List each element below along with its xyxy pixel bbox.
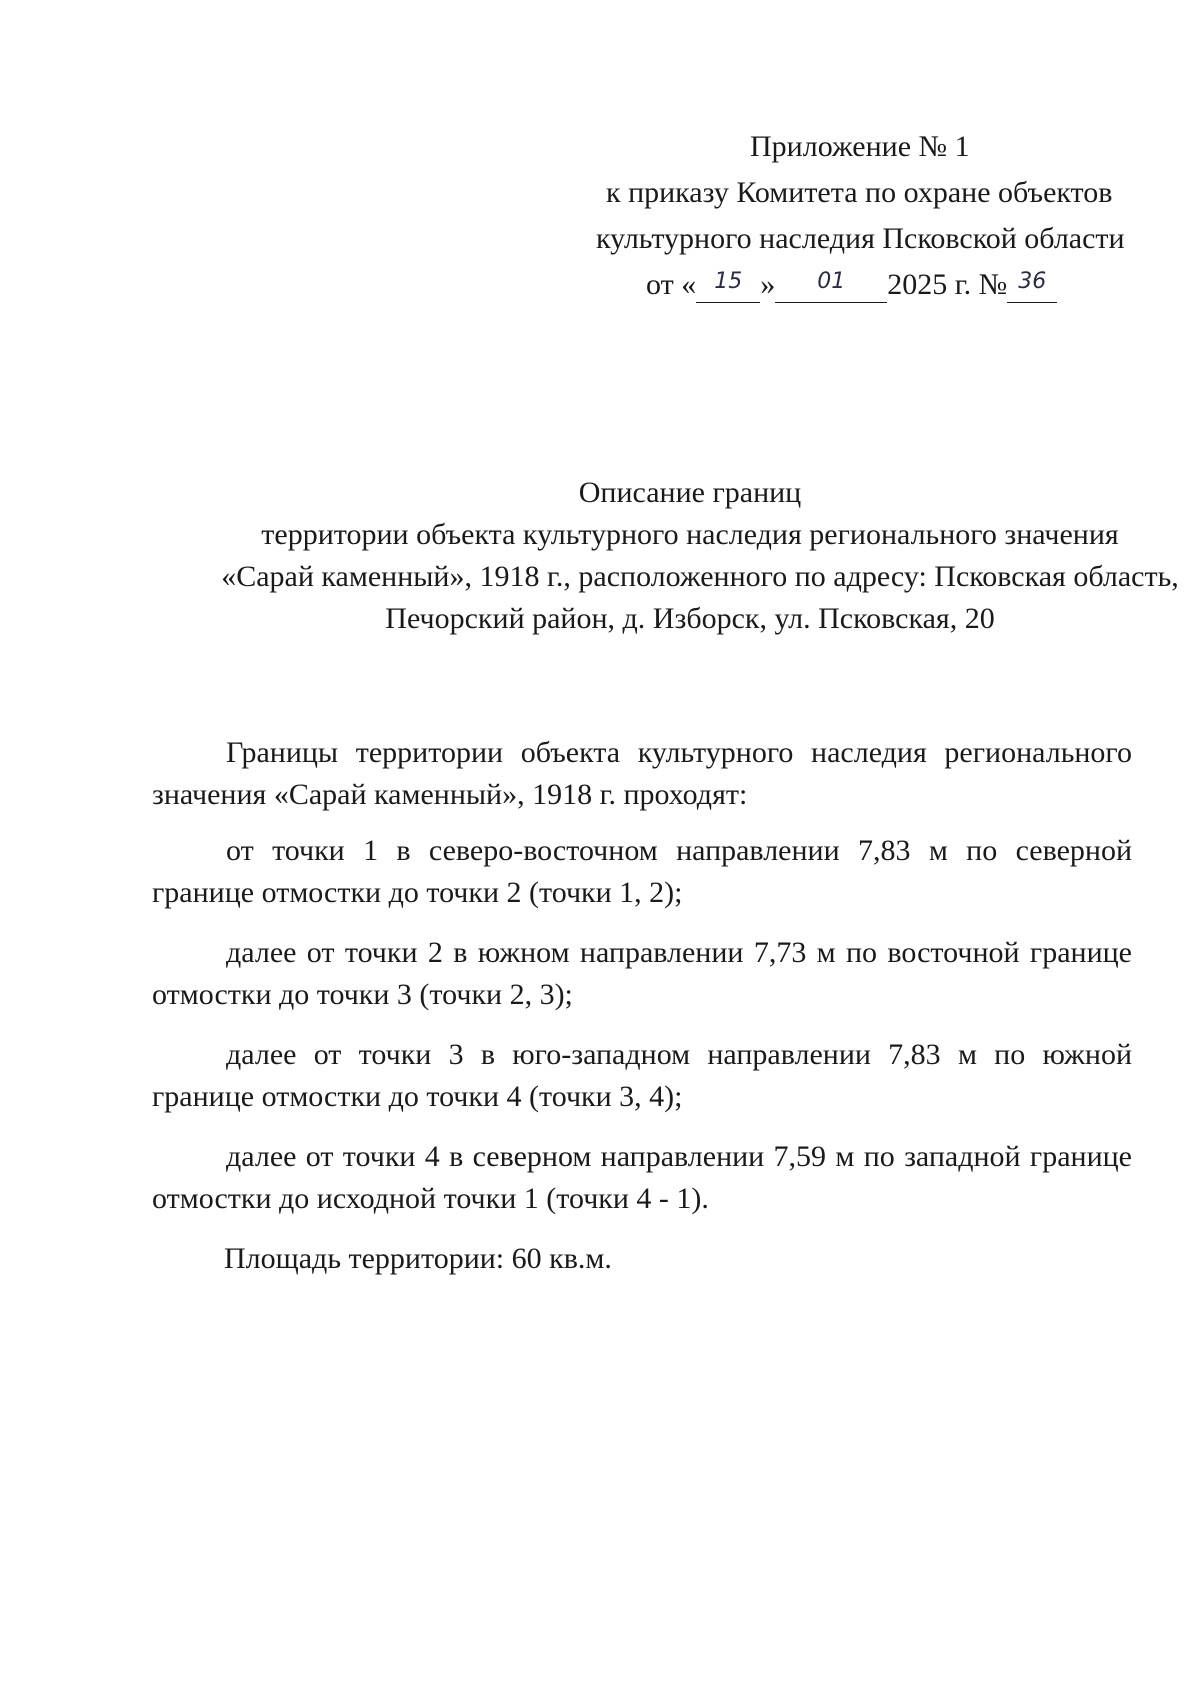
document-body [152,732,1132,1280]
segment-4-line-2: отмостки до исходной точки 1 (точки 4 - 1). [152,1182,709,1215]
committee-name: культурного наследия Псковской области [596,222,1125,255]
handwritten-number: 36 [1018,269,1047,294]
intro-paragraph [152,732,1132,816]
title-line-2: территории объекта культурного наследия регионального значения [261,518,1119,551]
date-mid: » [760,268,776,301]
month-field [775,268,887,303]
order-number-field [1007,268,1057,303]
segment-1-line-1: от точки 1 в северо-восточном направлении 7,83 м по северной [226,834,1132,867]
appendix-header [560,124,1125,308]
order-reference: к приказу Комитета по охране объектов [606,176,1113,209]
title-line-4: Печорский район, д. Изборск, ул. Псковская, 20 [385,602,995,635]
territory-area: Площадь территории: 60 кв.м. [224,1242,612,1275]
date-prefix: от « [646,268,697,301]
segment-3-line-2: границе отмостки до точки 4 (точки 3, 4); [152,1080,683,1113]
segment-1-line-2: границе отмостки до точки 2 (точки 1, 2); [152,876,683,909]
year-and-number-label: 2025 г. № [887,268,1008,301]
segment-4-line-1: далее от точки 4 в северном направлении 7,59 м по западной границе [226,1140,1132,1173]
order-date-line [560,262,1120,308]
boundary-segment-2 [152,932,1132,1016]
handwritten-day: 15 [714,269,743,294]
intro-line-1: Границы территории объекта культурного наследия регионального [226,736,1132,769]
appendix-number: Приложение № 1 [750,130,970,163]
intro-line-2: значения «Сарай каменный», 1918 г. проходят: [152,778,748,811]
segment-3-line-1: далее от точки 3 в юго-западном направлении 7,83 м по южной [226,1038,1132,1071]
handwritten-month: 01 [817,269,846,294]
segment-2-line-1: далее от точки 2 в южном направлении 7,73 м по восточной границе [226,936,1132,969]
boundary-segment-4 [152,1136,1132,1220]
document-title [100,472,1200,640]
boundary-segment-1 [152,830,1132,914]
day-field [696,268,760,303]
title-line-1: Описание границ [578,476,802,509]
title-line-3: «Сарай каменный», 1918 г., расположенного по адресу: Псковская область, [221,560,1179,593]
boundary-segment-3 [152,1034,1132,1118]
segment-2-line-2: отмостки до точки 3 (точки 2, 3); [152,978,573,1011]
